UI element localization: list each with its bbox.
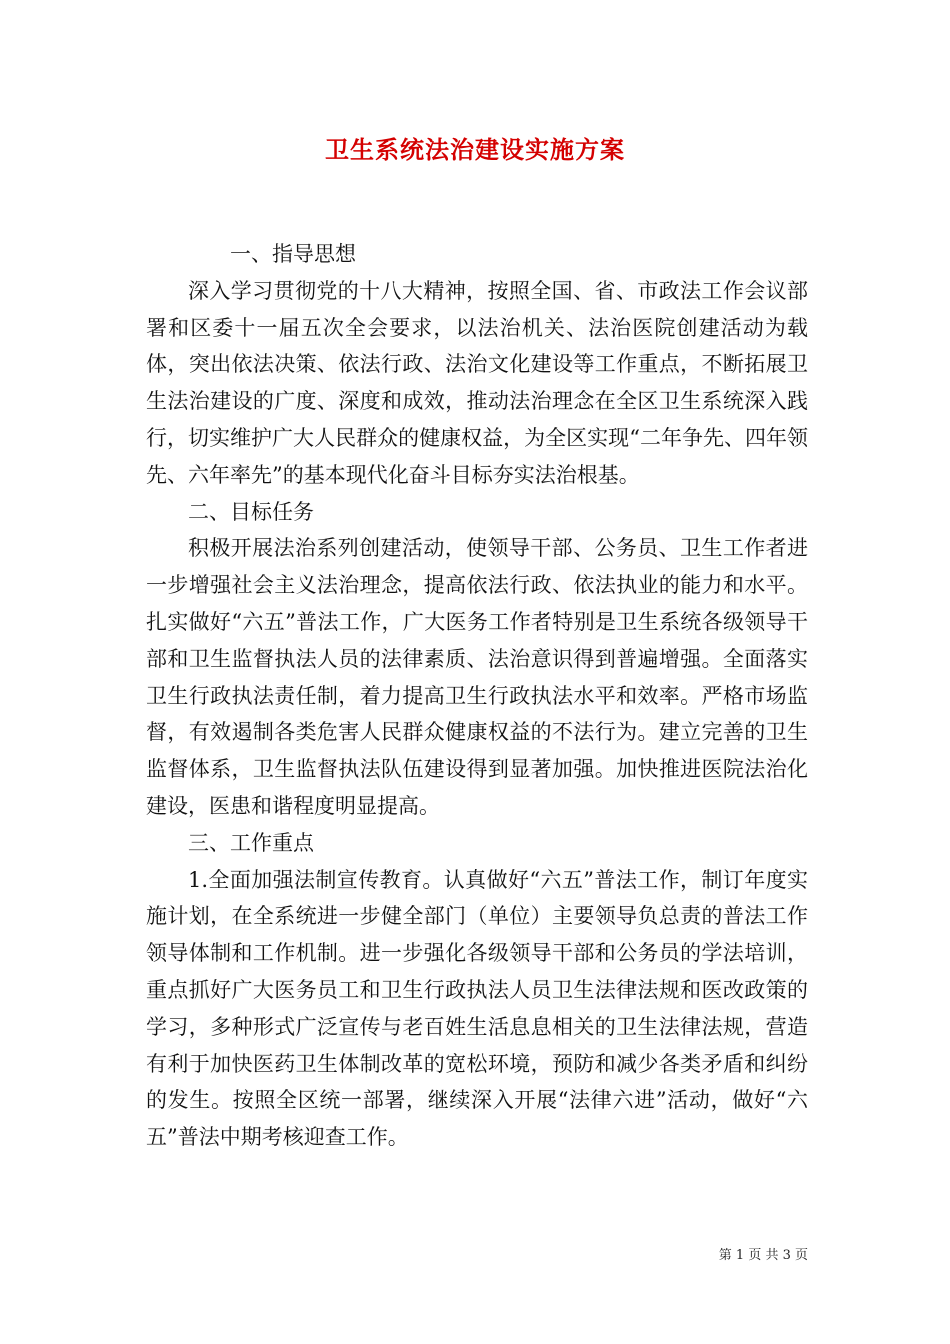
- document-body: [146, 236, 808, 1156]
- section-heading: 二、目标任务: [188, 499, 314, 524]
- section-paragraph: 深入学习贯彻党的十八大精神，按照全国、省、市政法工作会议部署和区委十一届五次全会要求，以法治机关、法治医院创建活动为载体，突出依法决策、依法行政、法治文化建设等工作重点，不断拓展卫生法治建设的广度、深度和成效，推动法治理念在全区卫生系统深入践行，切实维护广大人民群众的健康权益，为全区实现“二年争先、四年领先、六年率先”的基本现代化奋斗目标夯实法治根基。: [146, 278, 808, 487]
- page-number: 第 1 页 共 3 页: [718, 1248, 808, 1263]
- document-title: 卫生系统法治建设实施方案: [325, 135, 625, 164]
- section-paragraph: 1.全面加强法制宣传教育。认真做好“六五”普法工作，制订年度实施计划，在全系统进一步健全部门（单位）主要领导负总责的普法工作领导体制和工作机制。进一步强化各级领导干部和公务员的学法培训，重点抓好广大医务员工和卫生行政执法人员卫生法律法规和医改政策的学习，多种形式广泛宣传与老百姓生活息息相关的卫生法律法规，营造有利于加快医药卫生体制改革的宽松环境，预防和减少各类矛盾和纠纷的发生。按照全区统一部署，继续深入开展“法律六进”活动，做好“六五”普法中期考核迎查工作。: [146, 867, 808, 1150]
- section-paragraph: 积极开展法治系列创建活动，使领导干部、公务员、卫生工作者进一步增强社会主义法治理念，提高依法行政、依法执业的能力和水平。扎实做好“六五”普法工作，广大医务工作者特别是卫生系统各级领导干部和卫生监督执法人员的法律素质、法治意识得到普遍增强。全面落实卫生行政执法责任制，着力提高卫生行政执法水平和效率。严格市场监督，有效遏制各类危害人民群众健康权益的不法行为。建立完善的卫生监督体系，卫生监督执法队伍建设得到显著加强。加快推进医院法治化建设，医患和谐程度明显提高。: [146, 536, 808, 818]
- section-heading: 一、指导思想: [230, 242, 356, 266]
- section-heading: 三、工作重点: [188, 830, 314, 855]
